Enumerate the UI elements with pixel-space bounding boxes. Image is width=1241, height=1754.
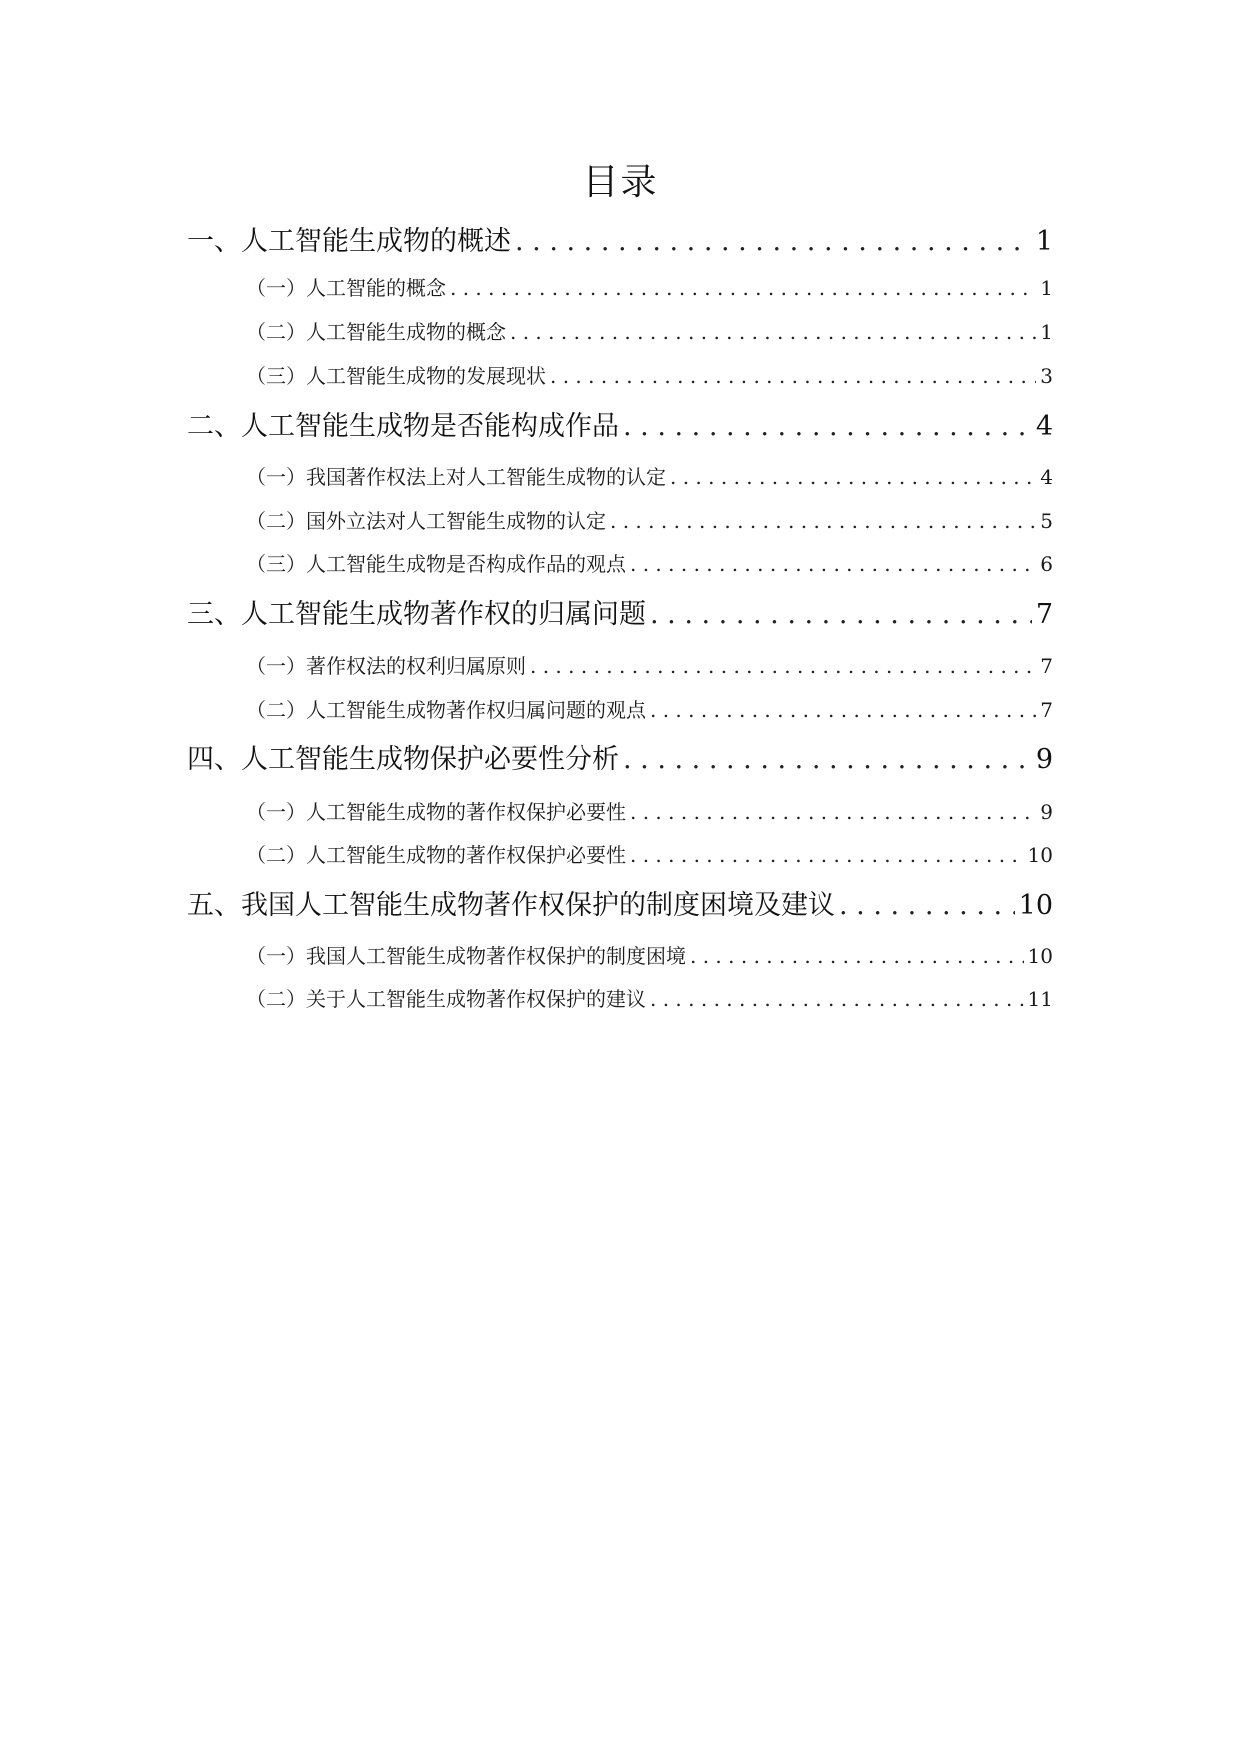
toc-entry-label: （一）著作权法的权利归属原则 bbox=[246, 654, 526, 678]
toc-page-number: 7 bbox=[1040, 698, 1053, 722]
toc-page-number: 7 bbox=[1040, 654, 1053, 678]
toc-section-entry[interactable] bbox=[246, 839, 1053, 871]
toc-chapter-entry[interactable] bbox=[187, 886, 1053, 926]
toc-page-number: 1 bbox=[1040, 320, 1053, 344]
toc-dot-leader bbox=[650, 983, 1024, 1015]
toc-dot-leader bbox=[630, 839, 1024, 871]
toc-chapter-entry[interactable] bbox=[187, 222, 1053, 262]
toc-dot-leader bbox=[623, 740, 1032, 780]
toc-entry-label: 四、人工智能生成物保护必要性分析 bbox=[187, 744, 619, 775]
toc-section-entry[interactable] bbox=[246, 983, 1053, 1015]
toc-dot-leader bbox=[670, 461, 1036, 493]
toc-dot-leader bbox=[623, 407, 1032, 447]
toc-entry-label: （三）人工智能生成物的发展现状 bbox=[246, 364, 546, 388]
toc-entry-label: （二）关于人工智能生成物著作权保护的建议 bbox=[246, 987, 646, 1011]
toc-entry-label: 一、人工智能生成物的概述 bbox=[187, 226, 511, 257]
toc-dot-leader bbox=[550, 360, 1036, 392]
toc-page-number: 1 bbox=[1040, 276, 1053, 300]
toc-section-entry[interactable] bbox=[246, 272, 1053, 304]
toc-entry-label: 五、我国人工智能生成物著作权保护的制度困境及建议 bbox=[187, 890, 835, 921]
toc-page-number: 10 bbox=[1027, 944, 1053, 968]
toc-dot-leader bbox=[650, 595, 1032, 635]
toc-dot-leader bbox=[630, 548, 1036, 580]
toc-page-number: 11 bbox=[1027, 987, 1053, 1011]
toc-section-entry[interactable] bbox=[246, 360, 1053, 392]
toc-section-entry[interactable] bbox=[246, 796, 1053, 828]
toc-page-number: 10 bbox=[1027, 843, 1053, 867]
toc-entry-label: （一）我国人工智能生成物著作权保护的制度困境 bbox=[246, 944, 686, 968]
toc-page-number: 5 bbox=[1040, 509, 1053, 533]
toc-section-entry[interactable] bbox=[246, 650, 1053, 682]
toc-page-number: 3 bbox=[1040, 364, 1053, 388]
toc-dot-leader bbox=[650, 694, 1036, 726]
toc-page-number: 1 bbox=[1035, 226, 1053, 257]
toc-entry-label: （二）国外立法对人工智能生成物的认定 bbox=[246, 509, 606, 533]
toc-page-number: 7 bbox=[1035, 599, 1053, 630]
toc-section-entry[interactable] bbox=[246, 316, 1053, 348]
toc-entry-label: （二）人工智能生成物的概念 bbox=[246, 320, 506, 344]
toc-dot-leader bbox=[450, 272, 1036, 304]
toc-chapter-entry[interactable] bbox=[187, 595, 1053, 635]
toc-page-number: 10 bbox=[1018, 890, 1053, 921]
toc-chapter-entry[interactable] bbox=[187, 407, 1053, 447]
toc-page-number: 6 bbox=[1040, 552, 1053, 576]
toc-dot-leader bbox=[839, 886, 1015, 926]
toc-section-entry[interactable] bbox=[246, 548, 1053, 580]
toc-entry-label: （二）人工智能生成物著作权归属问题的观点 bbox=[246, 698, 646, 722]
toc-dot-leader bbox=[610, 505, 1036, 537]
toc-page-number: 4 bbox=[1035, 411, 1053, 442]
toc-section-entry[interactable] bbox=[246, 461, 1053, 493]
toc-page-number: 9 bbox=[1035, 744, 1053, 775]
toc-section-entry[interactable] bbox=[246, 694, 1053, 726]
toc-dot-leader bbox=[515, 222, 1032, 262]
toc-section-entry[interactable] bbox=[246, 505, 1053, 537]
toc-dot-leader bbox=[530, 650, 1036, 682]
toc-entry-label: （三）人工智能生成物是否构成作品的观点 bbox=[246, 552, 626, 576]
toc-page-number: 4 bbox=[1040, 465, 1053, 489]
toc-title: 目录 bbox=[582, 162, 659, 203]
toc-entry-label: 二、人工智能生成物是否能构成作品 bbox=[187, 411, 619, 442]
toc-section-entry[interactable] bbox=[246, 940, 1053, 972]
toc-chapter-entry[interactable] bbox=[187, 740, 1053, 780]
toc-dot-leader bbox=[510, 316, 1036, 348]
toc-page-number: 9 bbox=[1040, 800, 1053, 824]
toc-entry-label: （一）人工智能的概念 bbox=[246, 276, 446, 300]
toc-entry-label: （一）我国著作权法上对人工智能生成物的认定 bbox=[246, 465, 666, 489]
toc-dot-leader bbox=[690, 940, 1024, 972]
toc-dot-leader bbox=[630, 796, 1036, 828]
toc-entry-label: 三、人工智能生成物著作权的归属问题 bbox=[187, 599, 646, 630]
toc-entry-label: （二）人工智能生成物的著作权保护必要性 bbox=[246, 843, 626, 867]
toc-entry-label: （一）人工智能生成物的著作权保护必要性 bbox=[246, 800, 626, 824]
